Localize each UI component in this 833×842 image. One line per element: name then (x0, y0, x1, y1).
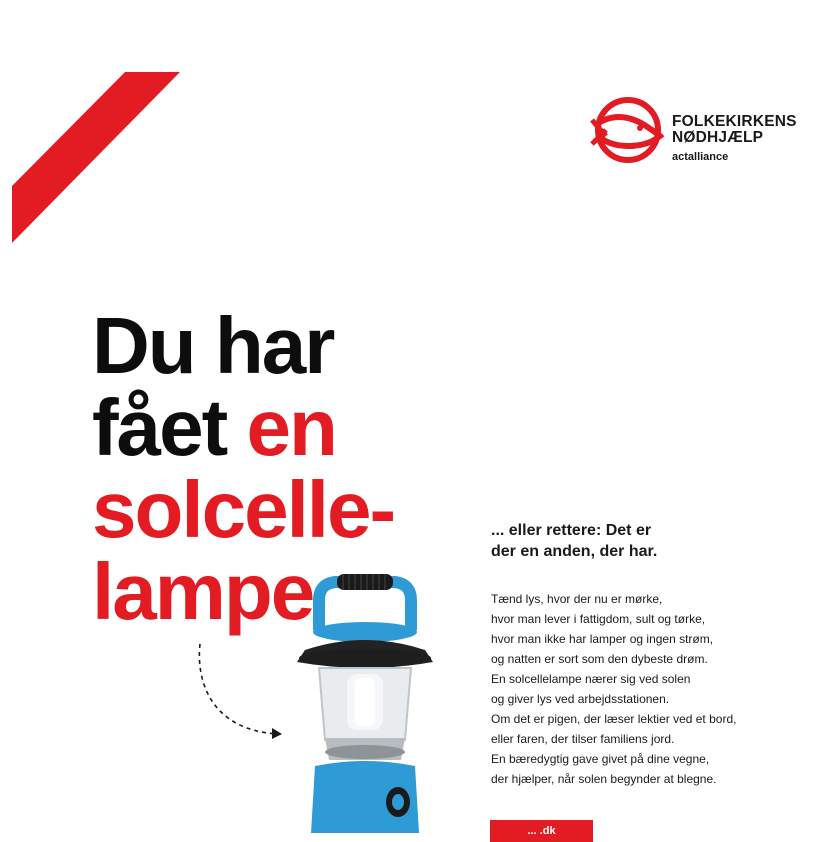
subheading-line2: der en anden, der har. (491, 543, 658, 560)
headline-line1: Du har (92, 301, 334, 390)
poem-line: og natten er sort som den dybeste drøm. (491, 652, 708, 666)
headline-line2-black: fået (92, 383, 247, 472)
poem-line: En bæredygtig gave givet på dine vegne, (491, 752, 710, 766)
dashed-arrow-icon (190, 640, 290, 750)
subheading-line1: ... eller rettere: Det er (491, 522, 652, 539)
headline-line3: solcelle- (92, 465, 395, 554)
subheading (491, 520, 811, 562)
red-diagonal-stripe (0, 0, 200, 260)
solar-lamp-image (285, 570, 445, 833)
poem-line: Tænd lys, hvor der nu er mørke, (491, 592, 663, 606)
brand-name (672, 114, 797, 146)
poem-line: hvor man ikke har lamper og ingen strøm, (491, 632, 714, 646)
website-link-button[interactable]: ... .dk (490, 820, 593, 842)
poem-line: Om det er pigen, der læser lektier ved et bord, (491, 712, 737, 726)
poem-line: der hjælper, når solen begynder at blegne. (491, 772, 717, 786)
brand-name-line2: NØDHJÆLP (672, 129, 764, 146)
headline-line4: lampe (92, 547, 314, 636)
fish-logo-icon (588, 96, 668, 166)
poem-line: eller faren, der tilser familiens jord. (491, 732, 675, 746)
headline-line2-red: en (246, 383, 336, 472)
poem-line: hvor man lever i fattigdom, sult og tørke, (491, 612, 706, 626)
poem-line: En solcellelampe nærer sig ved solen (491, 672, 691, 686)
brand-logo[interactable] (588, 96, 808, 166)
brand-sub: actalliance (672, 151, 729, 163)
poem (491, 589, 821, 789)
poem-line: og giver lys ved arbejdsstationen. (491, 692, 670, 706)
brand-name-line1: FOLKEKIRKENS (672, 113, 797, 130)
headline-line2 (92, 383, 394, 472)
